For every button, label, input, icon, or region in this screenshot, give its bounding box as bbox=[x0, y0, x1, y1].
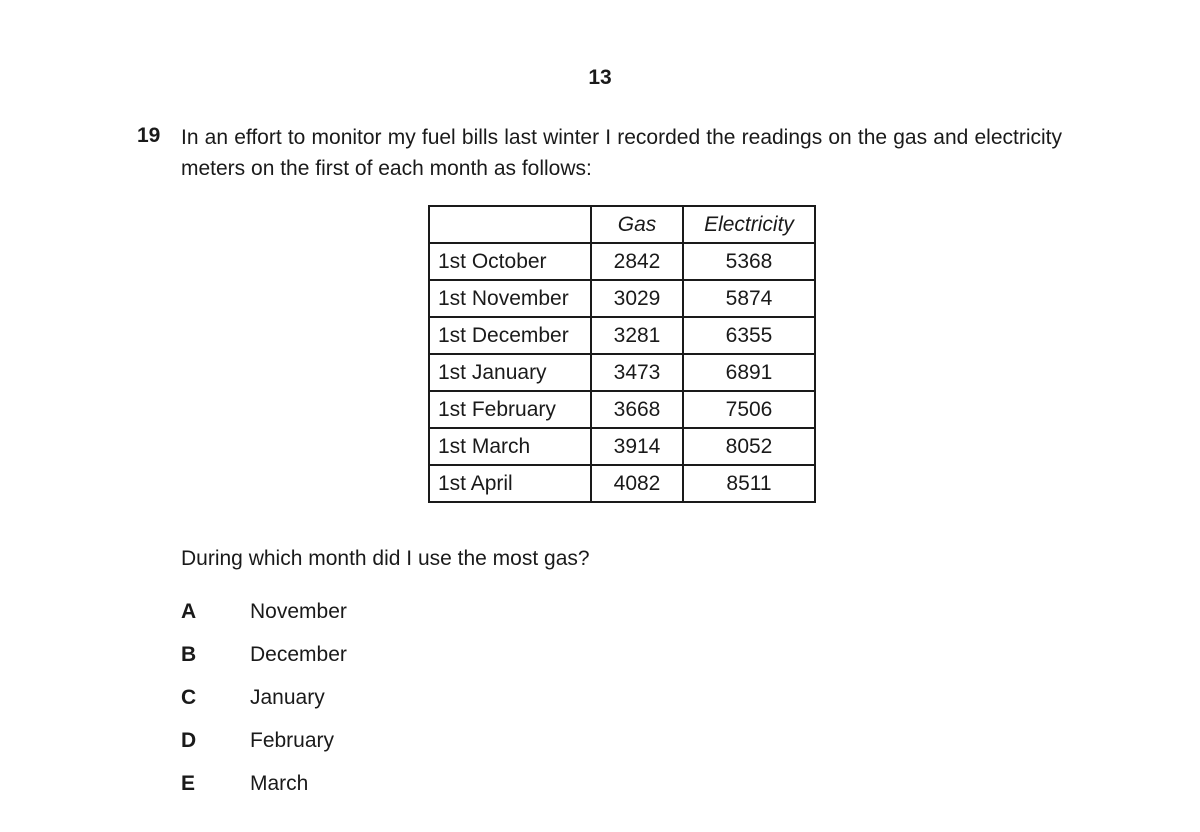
electricity-reading-cell: 8052 bbox=[683, 428, 815, 465]
gas-reading-cell: 4082 bbox=[591, 465, 683, 502]
option-letter: A bbox=[181, 600, 197, 623]
option-letter: E bbox=[181, 772, 196, 795]
date-cell: 1st November bbox=[429, 280, 591, 317]
table-row bbox=[429, 391, 815, 428]
table-row bbox=[429, 428, 815, 465]
option-text: March bbox=[250, 772, 309, 795]
option-letter: C bbox=[181, 686, 197, 709]
electricity-reading-cell: 8511 bbox=[683, 465, 815, 502]
page-number: 13 bbox=[588, 66, 612, 89]
gas-reading-cell: 3281 bbox=[591, 317, 683, 354]
option-text: November bbox=[250, 600, 347, 623]
electricity-reading-cell: 6355 bbox=[683, 317, 815, 354]
table-header-gas: Gas bbox=[591, 206, 683, 243]
electricity-reading-cell: 7506 bbox=[683, 391, 815, 428]
gas-reading-cell: 3668 bbox=[591, 391, 683, 428]
date-cell: 1st October bbox=[429, 243, 591, 280]
date-cell: 1st January bbox=[429, 354, 591, 391]
table-header-row bbox=[429, 206, 815, 243]
date-cell: 1st February bbox=[429, 391, 591, 428]
electricity-reading-cell: 5874 bbox=[683, 280, 815, 317]
question-prompt: During which month did I use the most gas? bbox=[181, 547, 590, 570]
table-header-empty bbox=[429, 206, 591, 243]
electricity-reading-cell: 6891 bbox=[683, 354, 815, 391]
date-cell: 1st April bbox=[429, 465, 591, 502]
table-row bbox=[429, 317, 815, 354]
gas-reading-cell: 3473 bbox=[591, 354, 683, 391]
question-text: In an effort to monitor my fuel bills last winter I recorded the readings on the gas and electricity meters on the first of each month as follows: bbox=[181, 126, 1062, 180]
table-row bbox=[429, 465, 815, 502]
option-text: January bbox=[250, 686, 325, 709]
gas-reading-cell: 3914 bbox=[591, 428, 683, 465]
gas-reading-cell: 3029 bbox=[591, 280, 683, 317]
table-row bbox=[429, 243, 815, 280]
option-text: February bbox=[250, 729, 335, 752]
meter-readings-table bbox=[428, 205, 816, 503]
question-number: 19 bbox=[137, 124, 161, 147]
table-row bbox=[429, 280, 815, 317]
option-letter: B bbox=[181, 643, 197, 666]
option-text: December bbox=[250, 643, 347, 666]
electricity-reading-cell: 5368 bbox=[683, 243, 815, 280]
date-cell: 1st March bbox=[429, 428, 591, 465]
gas-reading-cell: 2842 bbox=[591, 243, 683, 280]
option-letter: D bbox=[181, 729, 197, 752]
date-cell: 1st December bbox=[429, 317, 591, 354]
table-row bbox=[429, 354, 815, 391]
table-header-electricity: Electricity bbox=[683, 206, 815, 243]
